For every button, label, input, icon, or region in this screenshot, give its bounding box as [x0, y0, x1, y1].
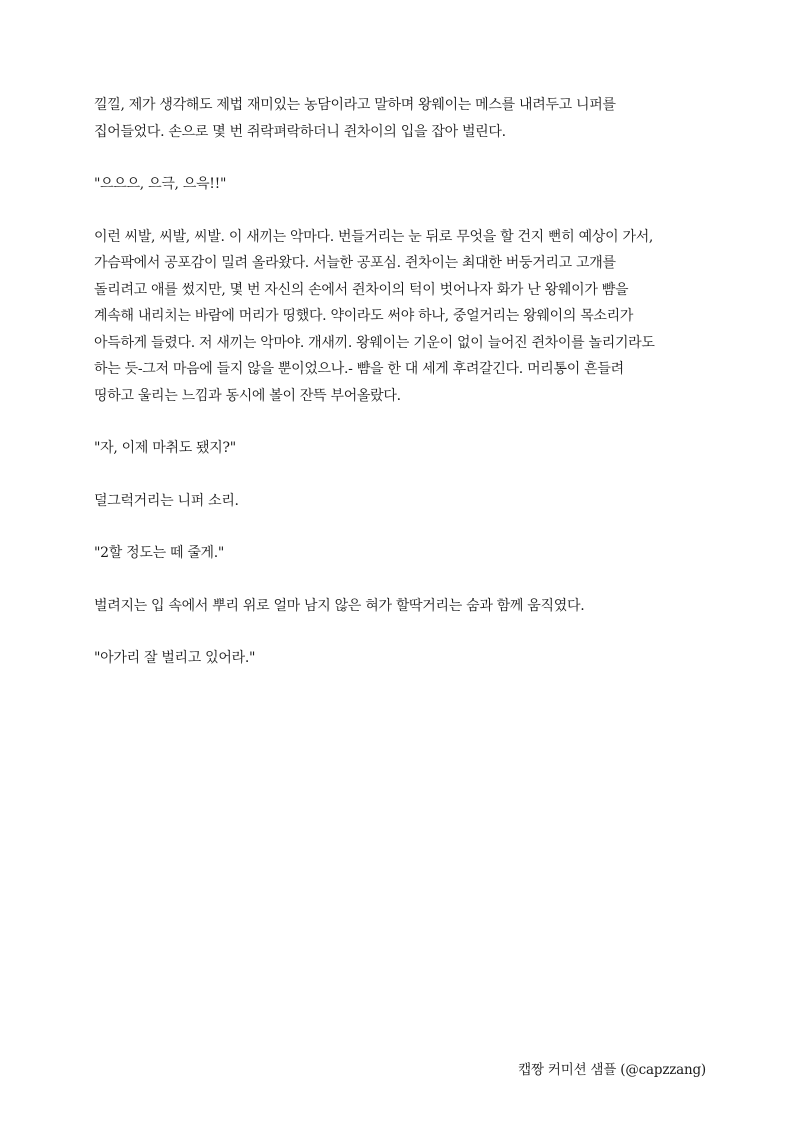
- text-line: 벌려지는 입 속에서 뿌리 위로 얼마 남지 않은 혀가 할딱거리는 숨과 함께 움직였다.: [94, 597, 585, 614]
- text-line: 돌리려고 애를 썼지만, 몇 번 자신의 손에서 쥔차이의 턱이 벗어나자 화가 난 왕웨이가 뺨을: [94, 281, 629, 298]
- story-text: [94, 92, 714, 698]
- text-line: 집어들었다. 손으로 몇 번 쥐락펴락하더니 쥔차이의 입을 잡아 벌린다.: [94, 123, 506, 140]
- text-line: 가슴팍에서 공포감이 밀려 올라왔다. 서늘한 공포심. 쥔차이는 최대한 버둥거리고 고개를: [94, 255, 616, 271]
- dialogue-3: [94, 540, 714, 567]
- text-line: 띵하고 울리는 느낌과 동시에 볼이 잔뜩 부어올랐다.: [94, 387, 401, 404]
- dialogue-1: [94, 171, 714, 198]
- text-line: 이런 씨발, 씨발, 씨발. 이 새끼는 악마다. 번들거리는 눈 뒤로 무엇을 할 건지 뻔히 예상이 가서,: [94, 228, 654, 245]
- text-line: 낄낄, 제가 생각해도 제법 재미있는 농담이라고 말하며 왕웨이는 메스를 내려두고 니퍼를: [94, 97, 616, 113]
- text-line: "아가리 잘 벌리고 있어라.": [94, 650, 256, 666]
- text-line: "자, 이제 마취도 됐지?": [94, 440, 236, 456]
- text-line: "으으으, 으극, 으윽!!": [94, 176, 227, 192]
- text-line: 덜그럭거리는 니퍼 소리.: [94, 492, 239, 509]
- text-line: 계속해 내리치는 바람에 머리가 띵했다. 약이라도 써야 하나, 중얼거리는 왕웨이의 목소리가: [94, 308, 634, 324]
- text-line: 아득하게 들렸다. 저 새끼는 악마야. 개새끼. 왕웨이는 기운이 없이 늘어진 쥔차이를 놀리기라도: [94, 334, 655, 351]
- dialogue-2: [94, 435, 714, 462]
- paragraph-1: [94, 92, 714, 145]
- paragraph-4: [94, 593, 714, 620]
- footer-credit: 캡짱 커미션 샘플 (@capzzang): [518, 1062, 706, 1078]
- text-line: 하는 듯-그저 마음에 들지 않을 뿐이었으나.- 뺨을 한 대 세게 후려갈긴다. 머리통이 흔들려: [94, 361, 624, 377]
- dialogue-4: [94, 645, 714, 672]
- text-line: "2할 정도는 떼 줄게.": [94, 545, 225, 561]
- paragraph-3: [94, 488, 714, 515]
- paragraph-2: [94, 224, 714, 410]
